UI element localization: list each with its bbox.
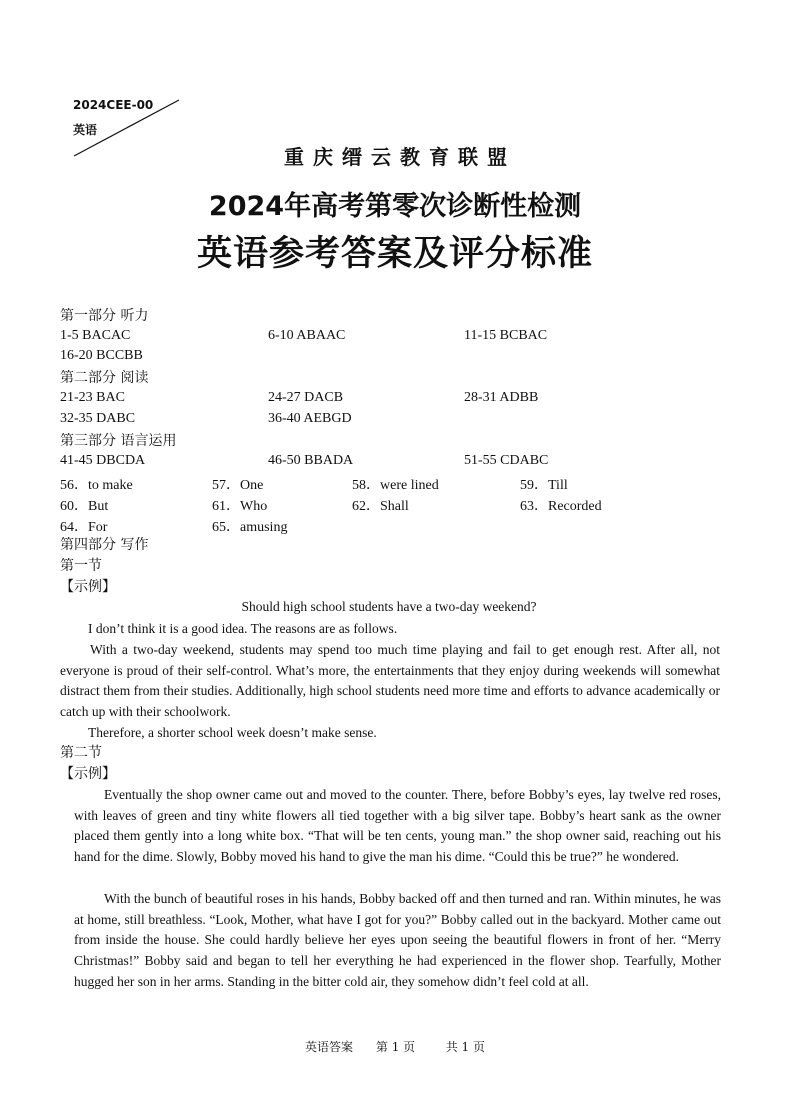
- fill-answer: 65．amusing: [212, 520, 288, 535]
- essay-paragraph: With a two-day weekend, students may spend too much time playing and fail to get enough rest. After all, not everyone is proud of their self-control. What’s more, the entertainments that they enjoy during weekends will somewhat distract them from their studies. Additionally, high school students need more time and efforts to advance academically or catch up with their schoolwork.: [60, 642, 720, 720]
- footer-page-suffix: 页: [403, 1040, 416, 1054]
- answer-group: 51-55 CDABC: [464, 453, 549, 468]
- section1-label: 第一节: [60, 558, 102, 574]
- answer-group: 11-15 BCBAC: [464, 328, 548, 343]
- answer-group: 1-5 BACAC: [60, 328, 131, 343]
- answer-group: 16-20 BCCBB: [60, 348, 143, 363]
- essay-paragraph: Therefore, a shorter school week doesn’t make sense.: [88, 725, 377, 740]
- exam-subject: 英语: [73, 123, 98, 137]
- answer-group: 24-27 DACB: [268, 390, 344, 405]
- part1-heading: 第一部分 听力: [60, 308, 149, 324]
- page-footer: [0, 1038, 790, 1055]
- section2-example-label: 【示例】: [60, 766, 116, 782]
- fill-answer: 61．Who: [212, 499, 268, 514]
- exam-code: 2024CEE-00: [73, 98, 154, 112]
- essay-paragraph: I don’t think it is a good idea. The reasons are as follows.: [88, 621, 398, 636]
- footer-total-suffix: 页: [473, 1040, 486, 1054]
- essay-title: Should high school students have a two-day weekend?: [241, 599, 537, 614]
- answer-group: 32-35 DABC: [60, 411, 136, 426]
- fill-answer: 63．Recorded: [520, 499, 602, 514]
- story-paragraph: Eventually the shop owner came out and moved to the counter. There, before Bobby’s eyes, lay twelve red roses, with leaves of green and tiny white flowers all tied together with a big silver tape. Bobby’s heart sank as the owner placed them gently into a long white box. “That will be ten cents, young man.” the shop owner said, reaching out his hand for the dime. Slowly, Bobby moved his hand to give the man his dime. “Could this be true?” he wondered.: [74, 787, 721, 865]
- answer-group: 46-50 BBADA: [268, 453, 354, 468]
- fill-answer: 64．For: [60, 520, 108, 535]
- exam-title: 2024年高考第零次诊断性检测: [208, 191, 582, 222]
- fill-answer: 57．One: [212, 478, 264, 493]
- fill-answer: 59．Till: [520, 478, 568, 493]
- fill-answer: 62．Shall: [352, 499, 409, 514]
- part3-heading: 第三部分 语言运用: [60, 433, 177, 449]
- answer-group: 21-23 BAC: [60, 390, 125, 405]
- fill-answer: 60．But: [60, 499, 109, 514]
- answer-group: 41-45 DBCDA: [60, 453, 146, 468]
- section1-example-label: 【示例】: [60, 579, 116, 595]
- answer-group: 28-31 ADBB: [464, 390, 539, 405]
- story-paragraph: With the bunch of beautiful roses in his hands, Bobby backed off and then turned and ran. Within minutes, he was at home, still breathless. “Look, Mother, what have I got for you?” Bobby called out in the backyard. Mother came out from inside the house. She could hardly believe her eyes upon seeing the beautiful flowers in front of her. “Merry Christmas!” Bobby said and began to tell her everything he had experienced in the flower shop. Tearfully, Mother hugged her son in her arms. Standing in the bitter cold air, they somehow didn’t feel cold at all.: [74, 891, 721, 989]
- answer-group: 36-40 AEBGD: [268, 411, 352, 426]
- fill-answer: 58．were lined: [352, 478, 439, 493]
- footer-page-number: 1: [391, 1040, 400, 1054]
- section2-label: 第二节: [60, 745, 102, 761]
- footer-label: 英语答案: [304, 1040, 353, 1054]
- footer-total-prefix: 共: [445, 1040, 458, 1054]
- footer-page-prefix: 第: [375, 1040, 388, 1054]
- fill-answer: 56．to make: [60, 478, 133, 493]
- document-title: 英语参考答案及评分标准: [196, 234, 593, 274]
- part2-heading: 第二部分 阅读: [60, 370, 149, 386]
- footer-total-number: 1: [461, 1040, 470, 1054]
- organization-title: 重庆缙云教育联盟: [284, 145, 516, 169]
- part4-heading: 第四部分 写作: [60, 537, 149, 553]
- answer-group: 6-10 ABAAC: [268, 328, 346, 343]
